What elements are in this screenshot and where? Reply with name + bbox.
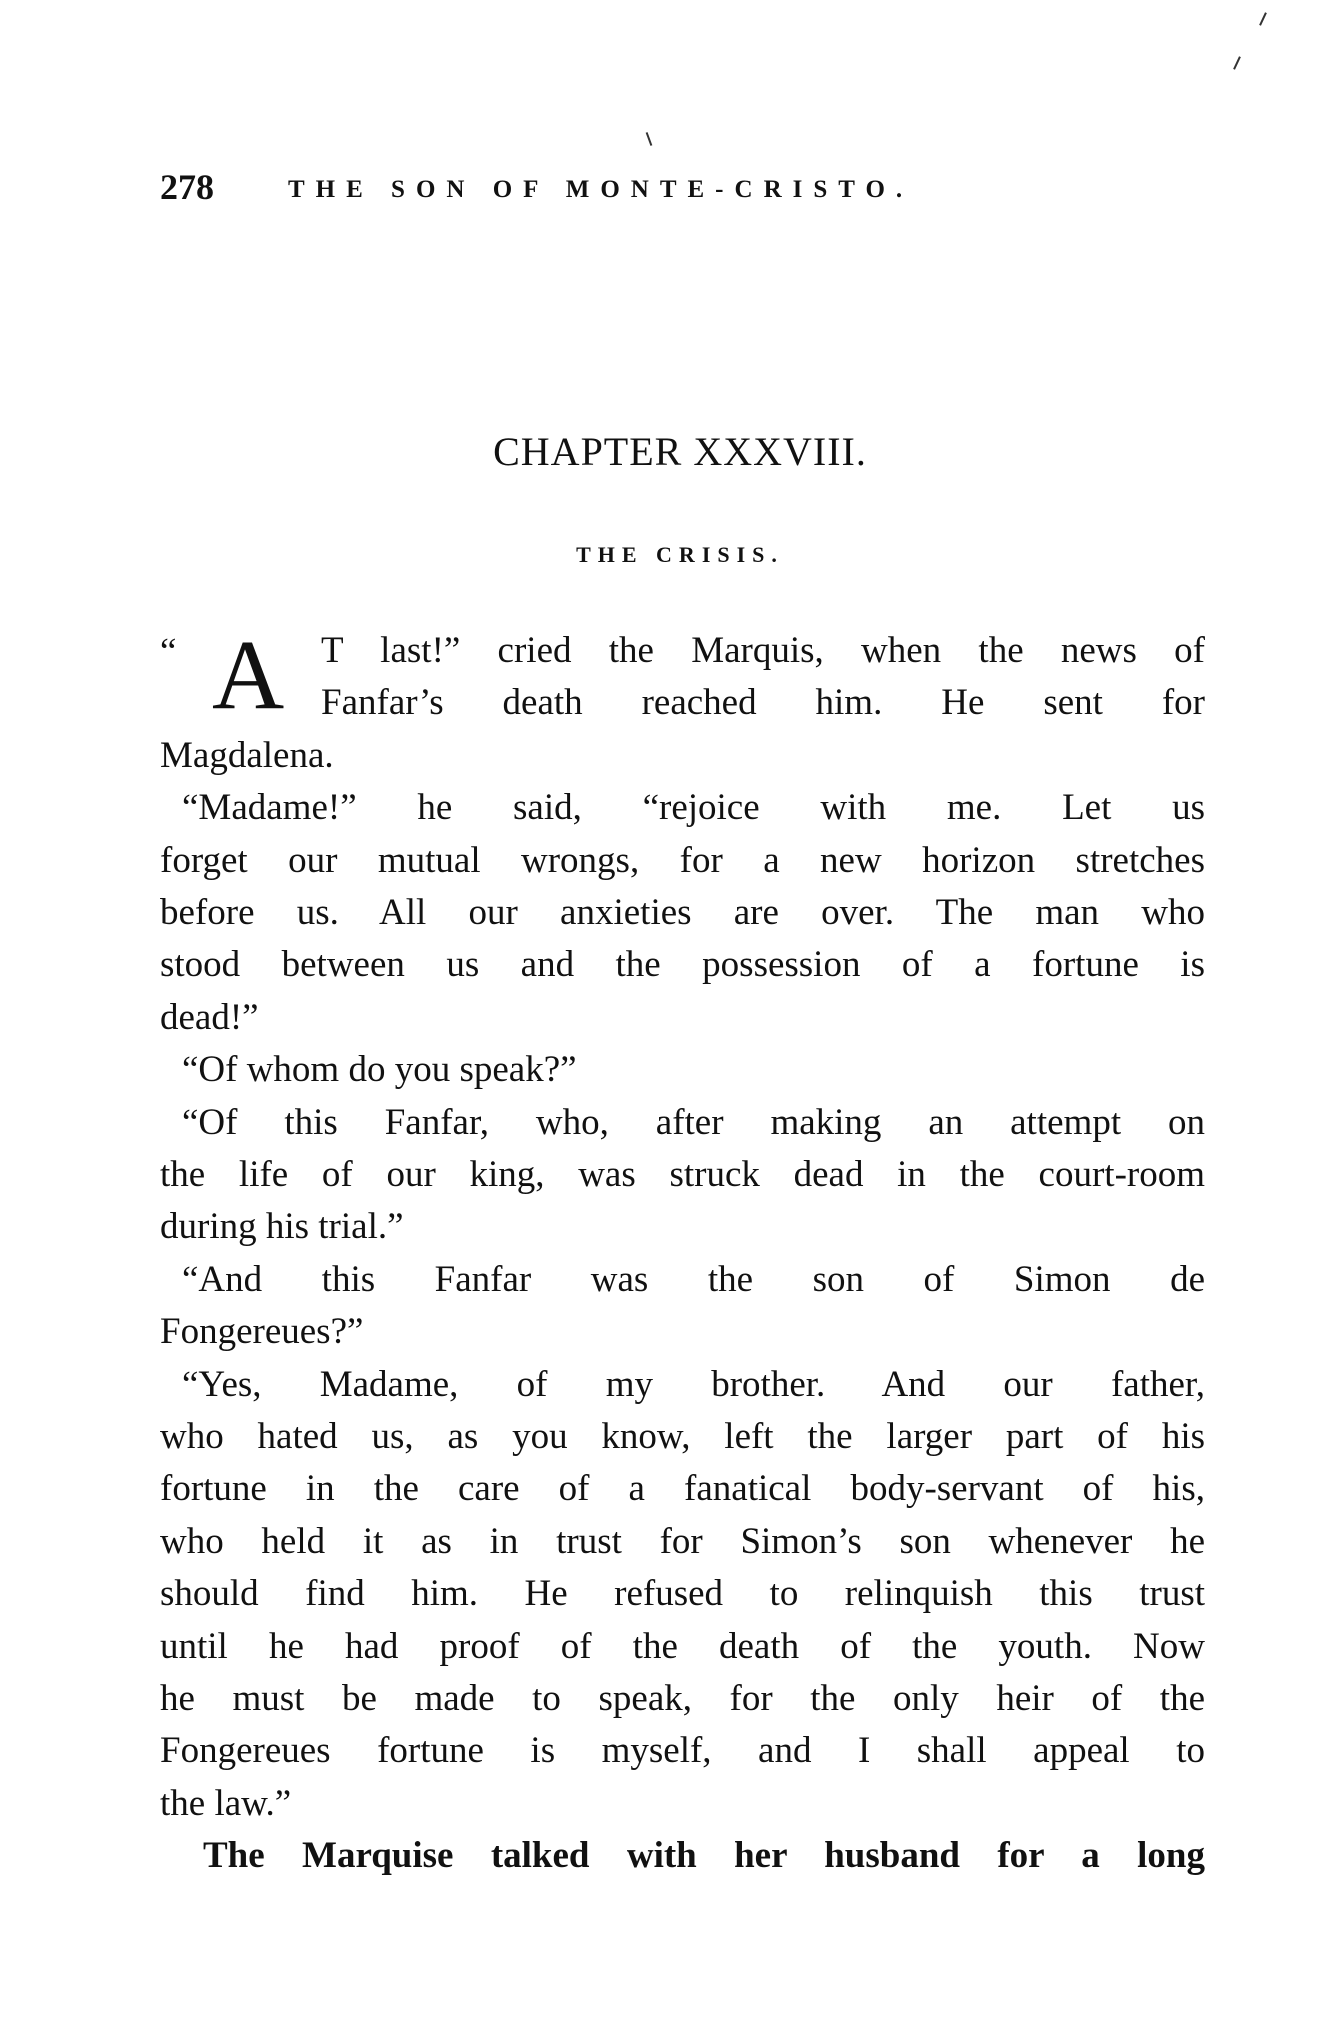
drop-cap: A bbox=[212, 619, 285, 730]
text-line: who held it as in trust for Simon’s son whenever he bbox=[160, 1520, 1205, 1562]
text-line: until he had proof of the death of the youth. Now bbox=[160, 1625, 1205, 1667]
text-line: “And this Fanfar was the son of Simon de bbox=[182, 1258, 1205, 1300]
scan-mark bbox=[1233, 56, 1241, 70]
text-line: should find him. He refused to relinquish this trust bbox=[160, 1573, 1205, 1615]
text-line: “Of whom do you speak?” bbox=[182, 1049, 577, 1091]
text-line: forget our mutual wrongs, for a new horizon stretches bbox=[160, 839, 1205, 881]
text-line: T last!” cried the Marquis, when the news of bbox=[321, 630, 1205, 671]
scan-mark bbox=[1259, 12, 1267, 26]
text-line: Fongereues?” bbox=[160, 1311, 364, 1353]
text-line: Fongereues fortune is myself, and I shall appeal to bbox=[160, 1730, 1205, 1772]
opening-quote: “ bbox=[160, 631, 177, 672]
running-title: THE SON OF MONTE-CRISTO. bbox=[288, 176, 914, 203]
text-line: “Madame!” he said, “rejoice with me. Let us bbox=[182, 787, 1205, 829]
text-line: the law.” bbox=[160, 1782, 292, 1824]
text-line: “Yes, Madame, of my brother. And our father, bbox=[182, 1363, 1205, 1405]
text-line: the life of our king, was struck dead in the court-room bbox=[160, 1154, 1205, 1195]
chapter-title: CHAPTER XXXVIII. bbox=[493, 429, 867, 474]
text-line: fortune in the care of a fanatical body-servant of his, bbox=[160, 1468, 1205, 1510]
chapter-subtitle: THE CRISIS. bbox=[576, 542, 784, 567]
text-line: before us. All our anxieties are over. The man who bbox=[160, 892, 1205, 933]
text-line: dead!” bbox=[160, 996, 259, 1038]
text-line: “Of this Fanfar, who, after making an attempt on bbox=[182, 1101, 1205, 1143]
text-line: Fanfar’s death reached him. He sent for bbox=[321, 682, 1205, 724]
text-line: The Marquise talked with her husband for a long bbox=[203, 1835, 1205, 1877]
scan-mark bbox=[646, 132, 653, 146]
text-line: who hated us, as you know, left the larger part of his bbox=[160, 1416, 1205, 1457]
text-line: Magdalena. bbox=[160, 734, 334, 776]
text-line: stood between us and the possession of a fortune is bbox=[160, 944, 1205, 986]
text-line: he must be made to speak, for the only heir of the bbox=[160, 1678, 1205, 1719]
page-number: 278 bbox=[160, 167, 214, 207]
text-line: during his trial.” bbox=[160, 1206, 404, 1248]
